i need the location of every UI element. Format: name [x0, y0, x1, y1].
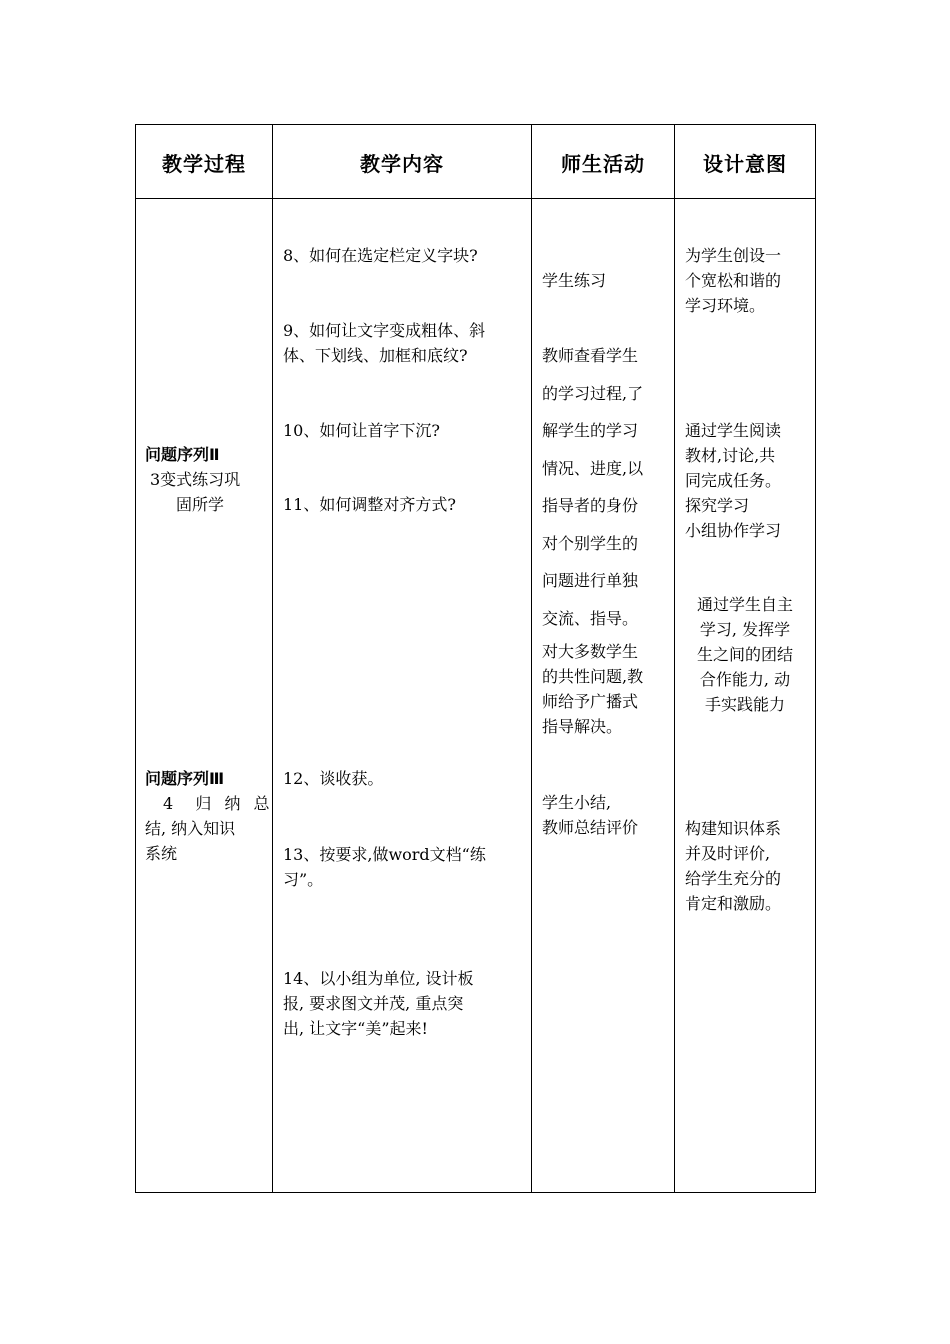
intent-environment [685, 243, 781, 318]
intent-line: 通过学生自主 [696, 595, 793, 614]
intent-line: 肯定和激励。 [685, 894, 782, 913]
seq2-title: 问题序列Ⅱ [145, 445, 220, 464]
intent-self-study [675, 592, 815, 717]
intent-line: 同完成任务。 [685, 471, 782, 490]
seq3-line3: 系统 [145, 844, 178, 863]
question-14-line2: 报, 要求图文并茂, 重点突 [283, 994, 464, 1013]
question-13-line2: 习”。 [283, 870, 324, 889]
activity-line: 交流、指导。 [542, 608, 639, 628]
intent-line: 并及时评价, [685, 844, 771, 863]
activity-student-practice: 学生练习 [542, 271, 607, 290]
header-content: 教学内容 [360, 152, 444, 176]
intent-line: 个宽松和谐的 [685, 271, 782, 290]
intent-line: 学习环境。 [685, 296, 766, 315]
header-activity: 师生活动 [561, 152, 645, 176]
intent-line: 合作能力, 动 [699, 670, 791, 689]
seq2-line2: 固所学 [176, 495, 225, 514]
activity-line: 情况、进度,以 [542, 458, 644, 478]
question-14-line1: 14、以小组为单位, 设计板 [283, 969, 474, 988]
question-10: 10、如何让首字下沉? [283, 421, 440, 440]
intent-line: 为学生创设一 [685, 246, 782, 265]
header-process: 教学过程 [162, 152, 246, 176]
intent-line: 学习, 发挥学 [699, 620, 791, 639]
activity-line: 指导解决。 [542, 717, 623, 736]
activity-line: 对大多数学生 [542, 642, 639, 661]
seq3-title: 问题序列Ⅲ [145, 769, 225, 788]
activity-line: 教师总结评价 [542, 818, 639, 837]
question-13-line1: 13、按要求,做word文档“练 [283, 845, 486, 864]
activity-line: 解学生的学习 [542, 421, 639, 440]
column-divider [531, 124, 532, 1193]
intent-line: 小组协作学习 [685, 521, 782, 540]
intent-line: 教材,讨论,共 [685, 446, 776, 465]
header-intent: 设计意图 [703, 152, 787, 176]
column-divider [272, 124, 273, 1193]
question-11: 11、如何调整对齐方式? [283, 495, 456, 514]
activity-line: 指导者的身份 [542, 496, 639, 515]
activity-line: 问题进行单独 [542, 571, 639, 590]
activity-summary [542, 790, 638, 840]
question-9-line1: 9、如何让文字变成粗体、斜 [283, 321, 486, 340]
intent-line: 生之间的团结 [696, 645, 793, 664]
activity-line: 师给予广播式 [542, 692, 639, 711]
seq3-line1: 4 归 纳 总 [163, 794, 274, 813]
intent-line: 探究学习 [685, 496, 750, 515]
activity-teacher-check [542, 337, 643, 637]
activity-line: 的共性问题,教 [542, 667, 644, 686]
question-12: 12、谈收获。 [283, 769, 384, 788]
intent-reading [685, 418, 781, 543]
activity-line: 对个别学生的 [542, 533, 639, 553]
activity-line: 学生小结, [542, 793, 612, 812]
header-divider [135, 198, 816, 199]
intent-line: 通过学生阅读 [685, 421, 782, 440]
question-9-line2: 体、下划线、加框和底纹? [283, 346, 468, 365]
activity-line: 的学习过程,了 [542, 383, 644, 403]
intent-line: 给学生充分的 [685, 869, 782, 888]
activity-line: 教师查看学生 [542, 346, 639, 365]
intent-line: 手实践能力 [704, 695, 785, 714]
intent-line: 构建知识体系 [685, 819, 782, 838]
activity-common-problems [542, 639, 643, 739]
seq3-line2: 结, 纳入知识 [145, 819, 236, 838]
question-8: 8、如何在选定栏定义字块? [283, 246, 478, 265]
intent-knowledge [685, 816, 781, 916]
seq2-line1: 3变式练习巩 [150, 470, 241, 489]
question-14-line3: 出, 让文字“美”起来! [283, 1019, 428, 1038]
